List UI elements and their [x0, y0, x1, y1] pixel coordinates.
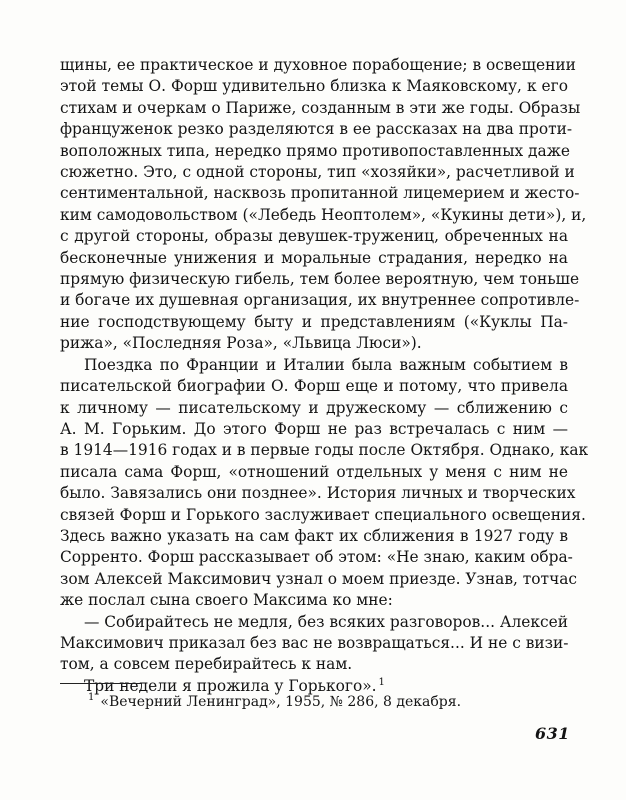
- text-line: писательской биографии О. Форш еще и потому, что привела: [60, 377, 568, 396]
- page-number: 631: [535, 724, 570, 743]
- text-line: Здесь важно указать на сам факт их сближения в 1927 году в: [60, 526, 568, 545]
- text-line: с другой стороны, образы девушек-тружениц, обреченных на: [60, 227, 568, 246]
- text-line: было. Завязались они позднее». История личных и творческих: [60, 484, 576, 503]
- footnote-text: «Вечерний Ленинград», 1955, № 286, 8 декабря.: [100, 694, 462, 710]
- text-line: же послал сына своего Максима ко мне:: [60, 591, 393, 610]
- text-line: сентиментальной, насквозь пропитанной лицемерием и жесто-: [60, 184, 580, 203]
- text-line: — Собирайтесь не медля, без всяких разговоров... Алексей: [84, 612, 569, 631]
- text-line: прямую физическую гибель, тем более вероятную, чем тоньше: [60, 270, 580, 289]
- text-line: и богаче их душевная организация, их внутреннее сопротивле-: [60, 291, 580, 310]
- text-line: рижа», «Последняя Роза», «Львица Люси»).: [60, 334, 422, 353]
- text-line: связей Форш и Горького заслуживает специального освещения.: [60, 505, 586, 524]
- text-line: А. М. Горьким. До этого Форш не раз встречалась с ним —: [60, 419, 568, 438]
- text-line: в 1914—1916 годах и в первые годы после Октября. Однако, как: [60, 441, 589, 460]
- text-line: Поездка по Франции и Италии была важным событием в: [84, 355, 568, 374]
- footnote-reference[interactable]: 1: [378, 676, 385, 688]
- footnote-mark: 1: [88, 692, 95, 704]
- text-line: воположных типа, нередко прямо противопоставленных даже: [60, 141, 570, 160]
- text-line: Максимович приказал без вас не возвращаться... И не с визи-: [60, 633, 569, 652]
- text-line: щины, ее практическое и духовное порабощение; в освещении: [60, 56, 576, 74]
- text-line: том, а совсем перебирайтесь к нам.: [60, 655, 353, 674]
- text-line: к личному — писательскому и дружескому — сближению с: [60, 398, 568, 417]
- text-line: бесконечные унижения и моральные страдания, нередко на: [60, 248, 568, 267]
- text-line: зом Алексей Максимович узнал о моем приезде. Узнав, тотчас: [60, 569, 578, 588]
- text-line: писала сама Форш, «отношений отдельных у меня с ним не: [60, 462, 568, 481]
- text-line: сюжетно. Это, с одной стороны, тип «хозяйки», расчетливой и: [60, 163, 575, 182]
- body-text: [60, 55, 589, 697]
- text-line: ние господствующему быту и представлениям («Куклы Па-: [60, 312, 568, 331]
- text-line: ким самодовольством («Лебедь Неоптолем», «Кукины дети»), и,: [60, 205, 587, 224]
- last-line-text: Три недели я прожила у Горького».: [84, 676, 377, 695]
- footnote: [88, 693, 461, 711]
- text-line: француженок резко разделяются в ее рассказах на два проти-: [60, 120, 573, 139]
- footnote-divider: [60, 683, 142, 684]
- text-line: Сорренто. Форш рассказывает об этом: «Не знаю, каким обра-: [60, 548, 573, 567]
- text-line: этой темы О. Форш удивительно близка к Маяковскому, к его: [60, 77, 568, 96]
- text-line: стихам и очеркам о Париже, созданным в эти же годы. Образы: [60, 98, 581, 117]
